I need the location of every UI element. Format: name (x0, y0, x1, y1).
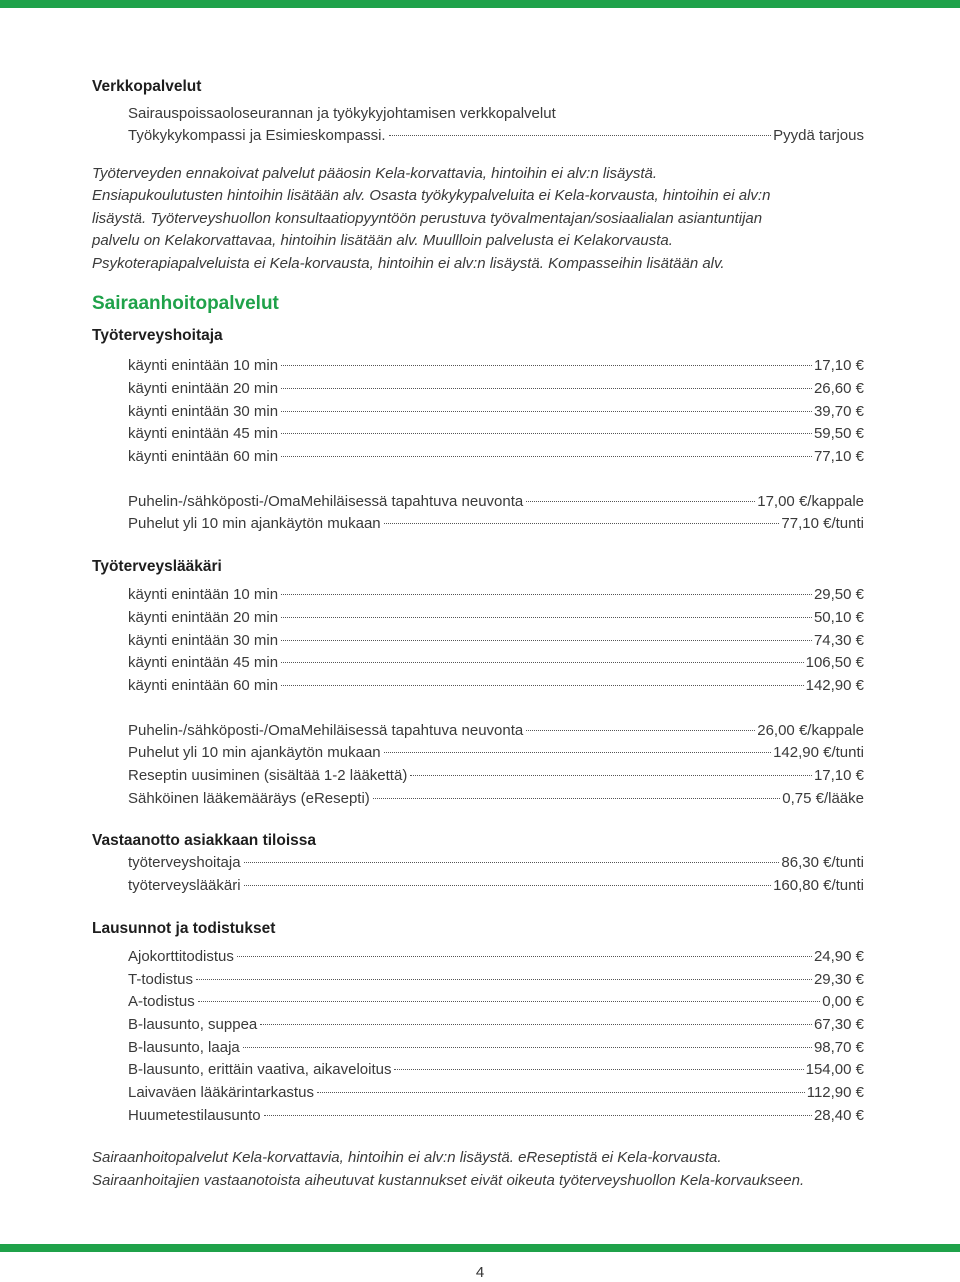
dot-leader (281, 640, 812, 641)
hoitaja-other (92, 491, 864, 536)
price-row: B-lausunto, erittäin vaativa, aikaveloitus 154,00 € (128, 1061, 864, 1079)
dot-leader (281, 594, 812, 595)
vastaanotto-rows (92, 852, 864, 897)
price-row: käynti enintään 60 min 77,10 € (128, 448, 864, 466)
dot-leader (281, 433, 812, 434)
price-row: käynti enintään 60 min 142,90 € (128, 676, 864, 694)
page-number: 4 (475, 1264, 485, 1281)
laakari-heading: Työterveyslääkäri (92, 558, 222, 576)
price-row: käynti enintään 10 min 29,50 € (128, 586, 864, 604)
dot-leader (394, 1069, 803, 1070)
hoitaja-visits (92, 355, 864, 469)
dot-leader (281, 617, 812, 618)
notes-top: Työterveyden ennakoivat palvelut pääosin Kela-korvattavia, hintoihin ei alv:n lisäystä. Ensiapukoulutusten hintoihin lisätään alv. Osasta työkykypalveluita ei Kela-korvausta, hintoihin ei alv:n lisäystä. Työterveyshuollon konsultaatiopyyntöön perustuva työvalmentajan/sosiaalialan asiantuntijan palvelu on Kelakorvattavaa, hintoihin lisätään alv. Muullloin palvelusta ei Kelakorvausta. Psykoterapiapalveluista ei Kela-korvausta, hintoihin ei alv:n lisäystä. Kompasseihin lisätään alv. (92, 164, 771, 272)
dot-leader (281, 662, 804, 663)
laakari-visits (92, 584, 864, 698)
dot-leader (526, 730, 755, 731)
dot-leader (198, 1001, 821, 1002)
price-row: Reseptin uusiminen (sisältää 1-2 lääkettä) 17,10 € (128, 767, 864, 785)
dot-leader (317, 1092, 805, 1093)
dot-leader (237, 956, 812, 957)
price-row: Työkykykompassi ja Esimieskompassi. Pyydä tarjous (128, 127, 864, 144)
price-row: B-lausunto, laaja 98,70 € (128, 1038, 864, 1056)
price-row: käynti enintään 10 min 17,10 € (128, 357, 864, 375)
price-row: käynti enintään 20 min 26,60 € (128, 379, 864, 397)
price-row: Sähköinen lääkemääräys (eResepti) 0,75 €/lääke (128, 789, 864, 807)
section-title: Sairaanhoitopalvelut (92, 293, 279, 315)
bottom-green-bar (0, 1244, 960, 1252)
price-row: työterveyshoitaja 86,30 €/tunti (128, 854, 864, 872)
price-row: Huumetestilausunto 28,40 € (128, 1106, 864, 1124)
lausunnot-heading: Lausunnot ja todistukset (92, 919, 276, 937)
price-row: Puhelut yli 10 min ajankäytön mukaan 77,10 €/tunti (128, 515, 864, 533)
dot-leader (244, 885, 772, 886)
dot-leader (244, 862, 780, 863)
verkkopalvelut-line: Sairauspoissaoloseurannan ja työkykyjohtamisen verkkopalvelut (128, 105, 556, 122)
top-green-bar (0, 0, 960, 8)
dot-leader (384, 752, 771, 753)
dot-leader (243, 1047, 812, 1048)
price-row: käynti enintään 45 min 59,50 € (128, 425, 864, 443)
notes-bottom: Sairaanhoitopalvelut Kela-korvattavia, hintoihin ei alv:n lisäystä. eReseptistä ei Kela-korvausta. Sairaanhoitajien vastaanotoista aiheutuvat kustannukset eivät oikeuta työterveyshuollon Kela-korvaukseen. (92, 1149, 805, 1189)
price-row: käynti enintään 20 min 50,10 € (128, 608, 864, 626)
price-row: työterveyslääkäri 160,80 €/tunti (128, 877, 864, 895)
dot-leader (410, 775, 812, 776)
dot-leader (281, 456, 812, 457)
dot-leader (260, 1024, 812, 1025)
dot-leader (281, 365, 812, 366)
dot-leader (196, 979, 812, 980)
price-row: käynti enintään 45 min 106,50 € (128, 654, 864, 672)
verkkopalvelut-heading: Verkkopalvelut (92, 78, 202, 95)
price-row: T-todistus 29,30 € (128, 970, 864, 988)
dot-leader (281, 388, 812, 389)
price-row: Laivaväen lääkärintarkastus 112,90 € (128, 1084, 864, 1102)
laakari-other (92, 720, 864, 811)
price-row: Puhelin-/sähköposti-/OmaMehiläisessä tapahtuva neuvonta 17,00 €/kappale (128, 492, 864, 510)
vastaanotto-heading: Vastaanotto asiakkaan tiloissa (92, 832, 316, 850)
price-row: käynti enintään 30 min 74,30 € (128, 631, 864, 649)
price-list-content (92, 76, 864, 1192)
price-row: Ajokorttitodistus 24,90 € (128, 947, 864, 965)
dot-leader (373, 798, 780, 799)
price-row: Puhelut yli 10 min ajankäytön mukaan 142,90 €/tunti (128, 744, 864, 762)
lausunnot-rows (92, 946, 864, 1128)
dot-leader (384, 523, 780, 524)
dot-leader (389, 135, 772, 136)
price-row: B-lausunto, suppea 67,30 € (128, 1015, 864, 1033)
price-row: A-todistus 0,00 € (128, 993, 864, 1011)
dot-leader (264, 1115, 812, 1116)
dot-leader (281, 685, 804, 686)
hoitaja-heading: Työterveyshoitaja (92, 327, 223, 345)
dot-leader (281, 411, 812, 412)
price-row: käynti enintään 30 min 39,70 € (128, 402, 864, 420)
dot-leader (526, 501, 755, 502)
price-row: Puhelin-/sähköposti-/OmaMehiläisessä tapahtuva neuvonta 26,00 €/kappale (128, 721, 864, 739)
